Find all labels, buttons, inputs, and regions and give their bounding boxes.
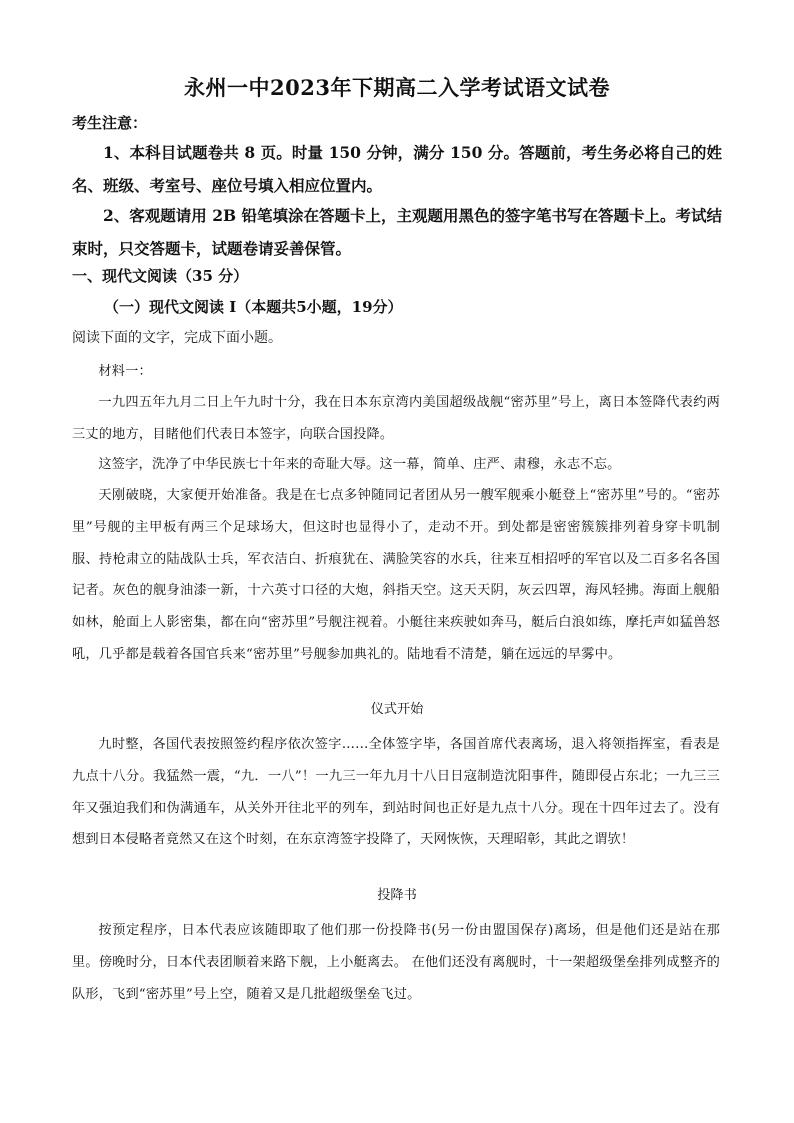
notice-item-1: 1、本科目试题卷共 8 页。时量 150 分钟，满分 150 分。答题前，考生务必将自己的姓名、班级、考室号、座位号填入相应位置内。 [72, 143, 722, 195]
section-heading: 一、现代文阅读（35 分） [72, 267, 249, 285]
paragraph: 九时整，各国代表按照签约程序依次签字……全体签字毕，各国首席代表离场，退入将领指挥室，看表是九点十八分。我猛然一震，“九．一八”！一九三一年九月十八日日寇制造沈阳事件，随即侵占东北；一九三三年又强迫我们和伪满通车，从关外开往北平的列车，到站时间也正好是九点十八分。现在十四年过去了。没有想到日本侵略者竟然又在这个时刻，在东京湾签字投降了，天网恢恢，天理昭彰，其此之谓欤！ [72, 737, 720, 848]
exam-title: 永州一中2023年下期高二入学考试语文试卷 [184, 75, 610, 100]
sub-heading-ceremony: 仪式开始 [370, 702, 424, 717]
subsection-heading: （一）现代文阅读 I（本题共5小题，19分） [104, 298, 403, 316]
paragraph: 天刚破晓，大家便开始准备。我是在七点多钟随同记者团从另一艘军舰乘小艇登上“密苏里”号的。“密苏里”号舰的主甲板有两三个足球场大，但这时也显得小了，走动不开。到处都是密密簇簇排列着身穿卡叽制服、持枪肃立的陆战队士兵，军衣洁白、折痕犹在、满脸笑容的水兵，往来互相招呼的军官以及二百多名各国记者。灰色的舰身油漆一新，十六英寸口径的大炮，斜指天空。这天天阴，灰云四罩，海风轻拂。海面上舰船如林，舱面上人影密集，都在向“密苏里”号舰注视着。小艇往来疾驶如奔马，艇后白浪如练，摩托声如猛兽怒吼，几乎都是载着各国官兵来“密苏里”号舰参加典礼的。陆地看不清楚，躺在远远的早雾中。 [72, 488, 720, 662]
reading-instruction: 阅读下面的文字，完成下面小题。 [72, 330, 282, 346]
paragraph: 一九四五年九月二日上午九时十分，我在日本东京湾内美国超级战舰“密苏里”号上，离日本签降代表约两三丈的地方，目睹他们代表日本签字，向联合国投降。 [72, 395, 720, 442]
sub-heading-surrender: 投降书 [377, 888, 417, 903]
notice-item-2: 2、客观题请用 2B 铅笔填涂在答题卡上，主观题用黑色的签字笔书写在答题卡上。考试结束时，只交答题卡，试题卷请妥善保管。 [72, 206, 722, 258]
paragraph: 按预定程序，日本代表应该随即取了他们那一份投降书(另一份由盟国保存)离场，但是他们还是站在那里。傍晚时分，日本代表团顺着来路下舰，上小艇离去。 在他们还没有离舰时，十一架超级堡垒排列成整齐的队形，飞到“密苏里”号上空，随着又是几批超级堡垒飞过。 [72, 923, 720, 1002]
paragraph: 这签字，洗净了中华民族七十年来的奇耻大辱。这一幕，简单、庄严、肃穆，永志不忘。 [98, 457, 621, 472]
notice-label: 考生注意： [72, 114, 148, 132]
material-label: 材料一： [98, 364, 152, 379]
